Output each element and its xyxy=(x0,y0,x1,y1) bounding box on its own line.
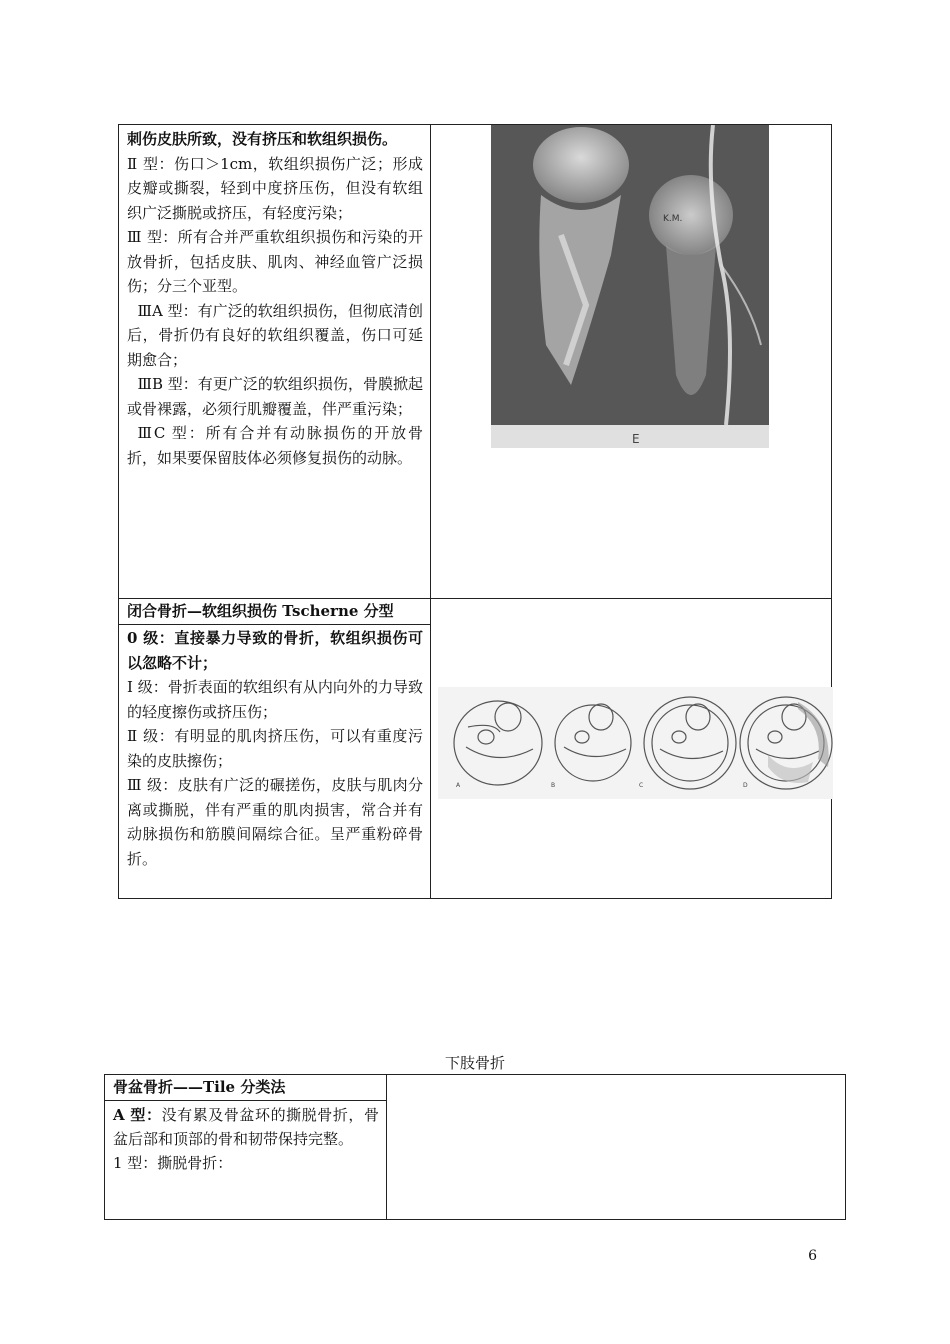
tscherne-text-cell xyxy=(127,626,423,871)
type-1-text: 1 型：撕脱骨折： xyxy=(113,1154,233,1172)
grade-3-text: Ⅲ 级：皮肤有广泛的碾搓伤，皮肤与肌肉分离或撕脱，伴有严重的肌肉损害，常合并有动脉损伤和筋膜间隔综合征。呈严重粉碎骨折。 xyxy=(127,776,423,868)
column-divider xyxy=(386,1075,387,1219)
tile-title: 骨盆骨折——Tile 分类法 xyxy=(113,1078,286,1096)
column-divider xyxy=(430,599,431,898)
continued-line: 刺伤皮肤所致，没有挤压和软组织损伤。 xyxy=(127,130,398,148)
header-underline xyxy=(105,1100,386,1101)
xray-image xyxy=(491,125,769,448)
diagram-label-b: B xyxy=(551,782,556,789)
page-number: 6 xyxy=(808,1248,817,1264)
type-a-text: A 型：没有累及骨盆环的撕脱骨折，骨盆后部和顶部的骨和韧带保持完整。 xyxy=(113,1106,379,1148)
type-3c-text: ⅢC 型：所有合并有动脉损伤的开放骨折，如果要保留肢体必须修复损伤的动脉。 xyxy=(127,424,423,467)
type-3b-text: ⅢB 型：有更广泛的软组织损伤，骨膜掀起或骨裸露，必须行肌瓣覆盖，伴严重污染； xyxy=(127,375,423,418)
tscherne-title: 闭合骨折—软组织损伤 Tscherne 分型 xyxy=(127,602,394,620)
grade-0-text: 0 级：直接暴力导致的骨折，软组织损伤可以忽略不计； xyxy=(127,629,423,672)
type-a-prefix: A 型： xyxy=(113,1106,162,1124)
grade-1-text: Ⅰ 级：骨折表面的软组织有从内向外的力导致的轻度擦伤或挤压伤； xyxy=(127,678,423,721)
panel-label: E xyxy=(632,432,640,446)
tscherne-header xyxy=(127,599,427,624)
type-2-text: Ⅱ 型：伤口＞1cm，软组织损伤广泛；形成皮瓣或撕裂，轻到中度挤压伤，但没有软组织广泛撕脱或挤压，有轻度污染； xyxy=(127,154,423,222)
diagram-label-d: D xyxy=(743,782,748,789)
cross-section-diagram xyxy=(438,687,833,799)
header-underline xyxy=(119,624,430,625)
section-title: 下肢骨折 xyxy=(444,1054,505,1072)
classification-text-cell xyxy=(127,127,423,470)
tscherne-table xyxy=(118,598,832,899)
pelvic-fracture-table xyxy=(104,1074,846,1220)
diagram-label-a: A xyxy=(456,782,461,789)
grade-2-text: Ⅱ 级：有明显的肌肉挤压伤，可以有重度污染的皮肤擦伤； xyxy=(127,727,423,770)
km-label: K.M. xyxy=(663,214,683,224)
open-fracture-table xyxy=(118,124,832,599)
tile-header xyxy=(113,1075,383,1100)
column-divider xyxy=(430,125,431,598)
diagram-label-c: C xyxy=(639,782,644,789)
type-3-text: Ⅲ 型：所有合并严重软组织损伤和污染的开放骨折，包括皮肤、肌肉、神经血管广泛损伤；分三个亚型。 xyxy=(127,228,423,295)
tile-text-cell xyxy=(113,1103,379,1175)
type-3a-text: ⅢA 型：有广泛的软组织损伤，但彻底清创后，骨折仍有良好的软组织覆盖，伤口可延期愈合； xyxy=(127,301,423,369)
